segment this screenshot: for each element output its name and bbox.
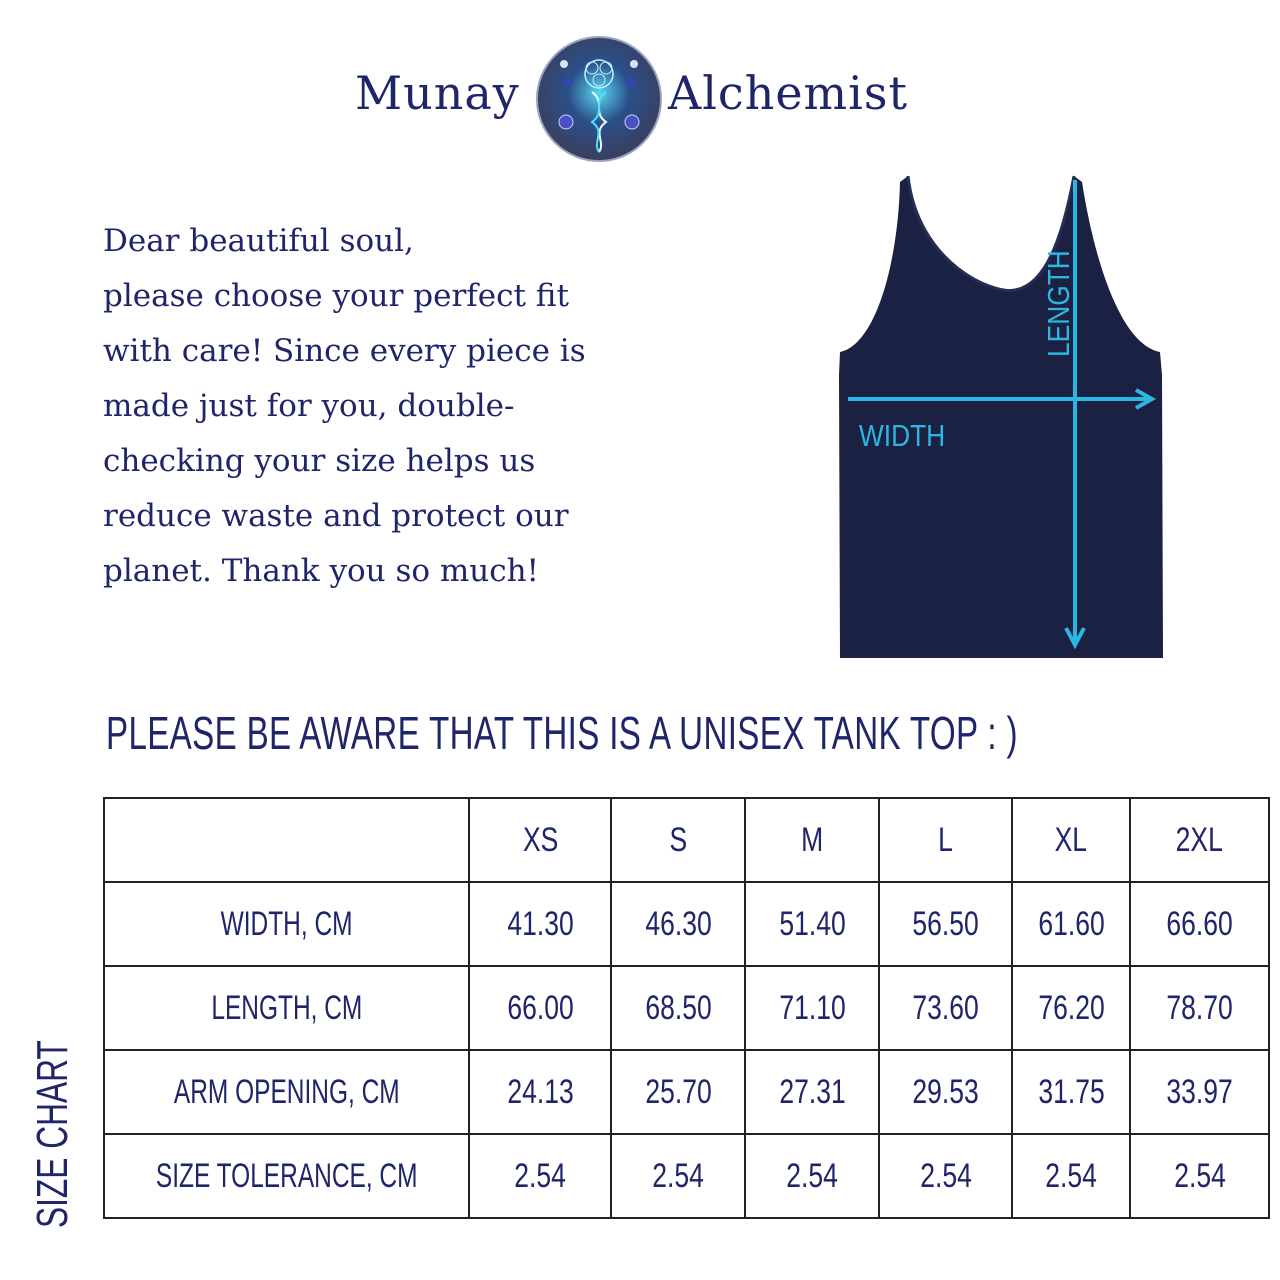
- table-cell: [611, 966, 745, 1050]
- row-label-cell: [104, 1050, 469, 1134]
- table-cell: [745, 882, 879, 966]
- table-cell: [1012, 966, 1130, 1050]
- table-cell: [745, 1050, 879, 1134]
- size-chart-table: [103, 797, 1270, 1219]
- cell-value: 33.97: [1166, 1072, 1233, 1111]
- row-label: LENGTH, CM: [211, 988, 363, 1027]
- brand-name-right: Alchemist: [668, 66, 908, 120]
- header-text: XL: [1054, 820, 1088, 859]
- table-cell: [469, 1050, 611, 1134]
- intro-line: made just for you, double-: [103, 388, 515, 424]
- table-cell: [1130, 882, 1269, 966]
- cell-value: 66.60: [1166, 904, 1233, 943]
- row-label-cell: [104, 1134, 469, 1218]
- brand-name-left: Munay: [355, 66, 520, 120]
- table-row: [104, 882, 1269, 966]
- table-cell: [1012, 882, 1130, 966]
- header-text: M: [801, 820, 824, 859]
- cell-value: 76.20: [1038, 988, 1105, 1027]
- header-cell: [745, 798, 879, 882]
- table-cell: [745, 966, 879, 1050]
- intro-line: please choose your perfect fit: [103, 278, 569, 314]
- intro-message: [103, 214, 663, 599]
- table-cell: [611, 882, 745, 966]
- cell-value: 2.54: [652, 1156, 705, 1195]
- cell-value: 2.54: [786, 1156, 838, 1195]
- header-cell: [611, 798, 745, 882]
- table-cell: [1130, 1134, 1269, 1218]
- header-cell: [469, 798, 611, 882]
- table-cell: [469, 882, 611, 966]
- cell-value: 24.13: [507, 1072, 574, 1111]
- table-cell: [879, 882, 1012, 966]
- table-cell: [611, 1134, 745, 1218]
- tank-top-icon: [830, 170, 1175, 665]
- cell-value: 61.60: [1038, 904, 1105, 943]
- cell-value: 51.40: [778, 904, 846, 943]
- cell-value: 2.54: [1173, 1156, 1226, 1195]
- dna-sacred-geometry-emblem-icon: [534, 34, 664, 164]
- row-label: ARM OPENING, CM: [173, 1072, 400, 1111]
- cell-value: 78.70: [1166, 988, 1233, 1027]
- row-label-cell: [104, 882, 469, 966]
- size-chart-label-text: SIZE CHART: [28, 1040, 77, 1228]
- table-header-row: [104, 798, 1269, 882]
- table-cell: [1130, 966, 1269, 1050]
- cell-value: 31.75: [1038, 1072, 1105, 1111]
- header-text: S: [669, 820, 688, 859]
- header-cell: [1012, 798, 1130, 882]
- table-cell: [1012, 1050, 1130, 1134]
- header-cell: [1130, 798, 1269, 882]
- width-label: WIDTH: [858, 419, 946, 454]
- table-cell: [879, 966, 1012, 1050]
- cell-value: 66.00: [507, 988, 574, 1027]
- length-label: LENGTH: [1042, 250, 1077, 357]
- cell-value: 73.60: [912, 988, 979, 1027]
- row-label-cell: [104, 966, 469, 1050]
- size-chart-label: [28, 1028, 78, 1228]
- unisex-notice: PLEASE BE AWARE THAT THIS IS A UNISEX TANK TOP : ): [106, 707, 1018, 759]
- header-cell: [104, 798, 469, 882]
- cell-value: 46.30: [645, 904, 712, 943]
- row-label: WIDTH, CM: [220, 904, 353, 943]
- cell-value: 27.31: [778, 1072, 846, 1111]
- intro-line: Dear beautiful soul,: [103, 223, 414, 259]
- cell-value: 2.54: [1045, 1156, 1098, 1195]
- header-cell: [879, 798, 1012, 882]
- table-cell: [1130, 1050, 1269, 1134]
- table-cell: [1012, 1134, 1130, 1218]
- table-cell: [469, 1134, 611, 1218]
- table-row: [104, 966, 1269, 1050]
- cell-value: 2.54: [514, 1156, 567, 1195]
- table-cell: [879, 1134, 1012, 1218]
- header-text: 2XL: [1176, 820, 1224, 859]
- cell-value: 2.54: [919, 1156, 972, 1195]
- intro-line: checking your size helps us: [103, 443, 536, 479]
- table-cell: [745, 1134, 879, 1218]
- intro-line: with care! Since every piece is: [103, 333, 586, 369]
- table-cell: [611, 1050, 745, 1134]
- cell-value: 68.50: [645, 988, 712, 1027]
- header-text: XS: [522, 820, 558, 859]
- header-text: L: [938, 820, 954, 859]
- cell-value: 29.53: [912, 1072, 979, 1111]
- intro-line: reduce waste and protect our: [103, 498, 569, 534]
- table-cell: [879, 1050, 1012, 1134]
- table-cell: [469, 966, 611, 1050]
- cell-value: 25.70: [645, 1072, 712, 1111]
- row-label: SIZE TOLERANCE, CM: [155, 1156, 418, 1195]
- cell-value: 56.50: [912, 904, 979, 943]
- cell-value: 41.30: [507, 904, 574, 943]
- intro-line: planet. Thank you so much!: [103, 553, 540, 589]
- table-row: [104, 1134, 1269, 1218]
- cell-value: 71.10: [778, 988, 846, 1027]
- table-row: [104, 1050, 1269, 1134]
